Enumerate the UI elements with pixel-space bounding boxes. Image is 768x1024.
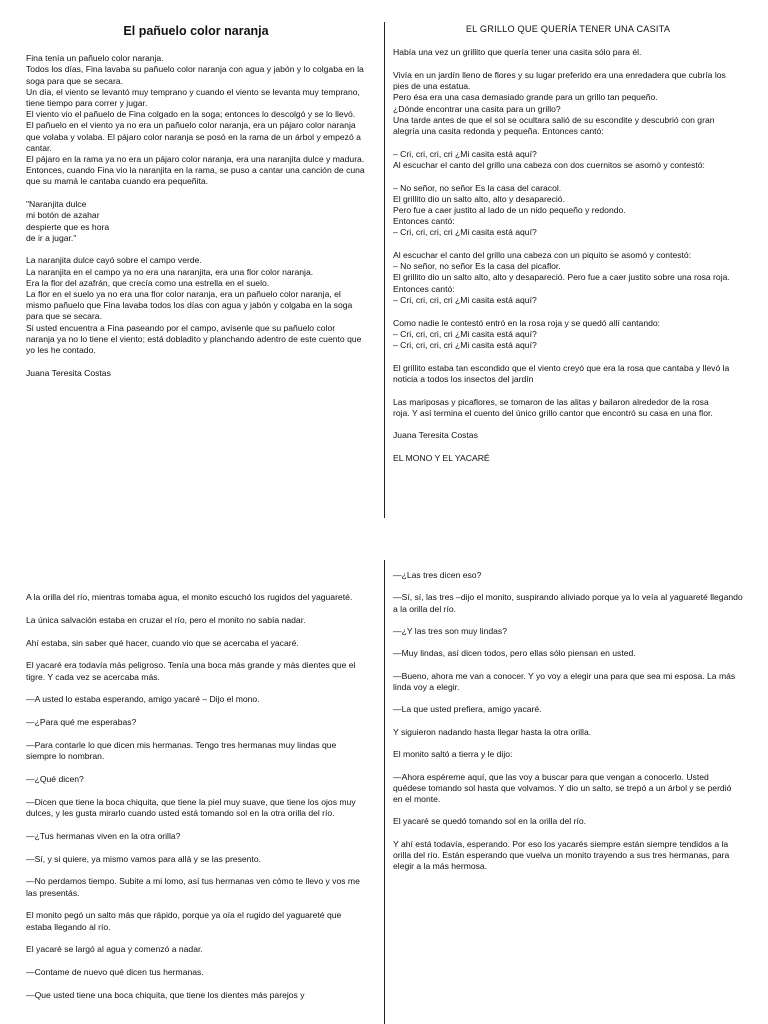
story-grillo-column — [393, 24, 743, 464]
paragraph: A la orilla del río, mientras tomaba agua, el monito escuchó los rugidos del yaguareté. — [26, 592, 353, 602]
paragraph: —No perdamos tiempo. Subite a mi lomo, así tus hermanas ven cómo te llevo y vos me las presentás. — [26, 876, 360, 898]
paragraph: La única salvación estaba en cruzar el río, pero el monito no sabía nadar. — [26, 614, 306, 625]
paragraph: —Muy lindas, así dicen todos, pero ellas sólo piensan en usted. — [393, 648, 636, 659]
column-divider — [384, 560, 385, 1024]
paragraph: Había una vez un grillito que quería tener una casita sólo para él. — [393, 47, 642, 58]
paragraph: El monito saltó a tierra y le dijo: — [393, 749, 513, 760]
story-body: Fina tenía un pañuelo color naranja. Todos los días, Fina lavaba su pañuelo color naranja con agua y jabón y lo colgaba en la soga para que se secara. Un día, el viento se levantó muy temprano y cuando el viento se levanta muy temprano, tiene tiempo para correr y jugar. El viento vio el pañuelo de Fina colgado en la soga; entonces lo descolgó y se lo llevó. El pañuelo en el viento ya no era un pañuelo color naranja, era un pájaro color naranja que volaba y volaba. El pájaro color naranja se posó en la rama de un árbol y empezó a cantar. El pájaro en la rama ya no era un pájaro color naranja, era una naranjita dulce y madura. Entonces, cuando Fina vio la naranjita en la rama, se puso a cantar una canción de cuna que su mamá le cantaba cuando era pequeñita. — [26, 53, 365, 187]
paragraph: Y siguieron nadando hasta llegar hasta la otra orilla. — [393, 726, 592, 737]
paragraph: – No señor, no señor Es la casa del caracol. El grillito dio un salto alto, alto y desapareció. Pero fue a caer justito al lado de un nido pequeño y redondo. Entonces cantó: – Cri, cri, cri, cri ¿Mi casita está aquí? — [393, 182, 626, 238]
paragraph: —Contame de nuevo qué dicen tus hermanas. — [26, 967, 204, 978]
paragraph: El yacaré se quedó tomando sol en la orilla del río. — [393, 816, 586, 827]
paragraph: —Sí, y si quiere, ya mismo vamos para allá y se las presento. — [26, 853, 261, 864]
paragraph: Ahí estaba, sin saber qué hacer, cuando vio que se acercaba el yacaré. — [26, 637, 299, 648]
paragraph: El yacaré se largó al agua y comenzó a nadar. — [26, 944, 203, 955]
paragraph: —A usted lo estaba esperando, amigo yacaré – Dijo el mono. — [26, 694, 260, 705]
paragraph: —Bueno, ahora me van a conocer. Y yo voy a elegir una para que sea mi esposa. La más linda voy a elegir. — [393, 670, 736, 692]
paragraph: —La que usted prefiera, amigo yacaré. — [393, 704, 542, 715]
paragraph: Como nadie le contestó entró en la rosa roja y se quedó allí cantando: – Cri, cri, cri, cri ¿Mi casita está aquí? – Cri, cri, cri, cri ¿Mi casita está aquí? — [393, 317, 661, 350]
paragraph: —¿Para qué me esperabas? — [26, 717, 137, 728]
paragraph: —Dicen que tiene la boca chiquita, que tiene la piel muy suave, que tiene los ojos muy dulces, y les gusta mirarlo cuando usted está tomando sol en la otra orilla del río. — [26, 796, 356, 818]
next-story-title: EL MONO Y EL YACARÉ — [393, 453, 490, 464]
story-poem: "Naranjita dulce mi botón de azahar despierte que es hora de ir a jugar." — [26, 199, 110, 243]
paragraph: —¿Qué dicen? — [26, 773, 84, 784]
paragraph: —Que usted tiene una boca chiquita, que tiene los dientes más parejos y — [26, 989, 305, 1000]
paragraph: —Sí, sí, las tres –dijo el monito, suspirando aliviado porque ya lo veía al yaguareté llegando a la orilla del río. — [393, 592, 743, 614]
paragraph: El yacaré era todavía más peligroso. Tenía una boca más grande y más dientes que el tigre. Y cada vez se acercaba más. — [26, 660, 356, 682]
story-author: Juana Teresita Costas — [26, 367, 111, 378]
paragraph: —¿Las tres dicen eso? — [393, 570, 482, 580]
paragraph: —¿Y las tres son muy lindas? — [393, 625, 507, 636]
paragraph: – Cri, cri, cri, cri ¿Mi casita está aquí? Al escuchar el canto del grillo una cabeza con dos cuernitos se asomó y contestó: — [393, 148, 705, 170]
column-divider — [384, 22, 385, 518]
story-author: Juana Teresita Costas — [393, 430, 478, 441]
document-page-2 — [0, 560, 768, 1024]
paragraph: Al escuchar el canto del grillo una cabeza con un piquito se asomó y contestó: – No señor, no señor Es la casa del picaflor. El grillito dio un salto alto, alto y desapareció. Pero fue a caer justito sobre una rosa roja. Entonces cantó: – Cri, cri, cri, cri ¿Mi casita está aquí? — [393, 250, 730, 305]
paragraph: —¿Tus hermanas viven en la otra orilla? — [26, 830, 181, 841]
paragraph: Las mariposas y picaflores, se tomaron de las alitas y bailaron alrededor de la rosa roja. Y así termina el cuento del único grillo cantor que encontró su casa en una flor. — [393, 396, 713, 418]
story-body-continued: La naranjita dulce cayó sobre el campo verde. La naranjita en el campo ya no era una naranjita, era una flor color naranja. Era la flor del azafrán, que crecía como una estrella en el suelo. La flor en el suelo ya no era una flor color naranja, era un pañuelo color naranja, el mismo pañuelo que Fina lavaba todos los días con agua y jabón y colgaba en la soga para que se secara. Si usted encuentra a Fina paseando por el campo, avísenle que su pañuelo color naranja ya no lo tiene el viento; está dobladito y planchando adentro de este cuento que yo les he contado. — [26, 255, 362, 356]
paragraph: Y ahí está todavía, esperando. Por eso los yacarés siempre están siempre tendidos a la orilla del río. Están esperando que vuelva un monito trayendo a sus tres hermanas, para elegir a la más hermosa. — [393, 838, 730, 872]
story-mono-column-right — [393, 570, 743, 884]
story-title-grillo: EL GRILLO QUE QUERÍA TENER UNA CASITA — [465, 24, 671, 34]
story-pañuelo-column — [26, 26, 366, 379]
paragraph: —Para contarle lo que dicen mis hermanas. Tengo tres hermanas muy lindas que siempre lo nombran. — [26, 739, 337, 762]
paragraph: —Ahora espéreme aquí, que las voy a buscar para que vengan a conocerlo. Usted quédese tomando sol hasta que volvamos. Y dio un salto, se trepó a un árbol y se perdió en el monte. — [393, 771, 732, 804]
paragraph: El monito pegó un salto más que rápido, porque ya oía el rugido del yaguareté que estaba llegando al río. — [26, 910, 342, 932]
paragraph: El grillito estaba tan escondido que el viento creyó que era la rosa que cantaba y llevó la noticia a todos los insectos del jardín — [393, 362, 730, 384]
story-mono-column-left — [26, 592, 366, 1013]
paragraph: Vivía en un jardín lleno de flores y su lugar preferido era una enredadera que cubría los pies de una estatua. Pero ésa era una casa demasiado grande para un grillo tan pequeño. ¿Dónde encontrar una casita para un grillo? Una tarde antes de que el sol se ocultara salió de su escondite y descubrió con gran alegría una casita redonda y pequeña. Entonces cantó: — [393, 69, 726, 136]
story-title-pañuelo: El pañuelo color naranja — [123, 24, 269, 38]
